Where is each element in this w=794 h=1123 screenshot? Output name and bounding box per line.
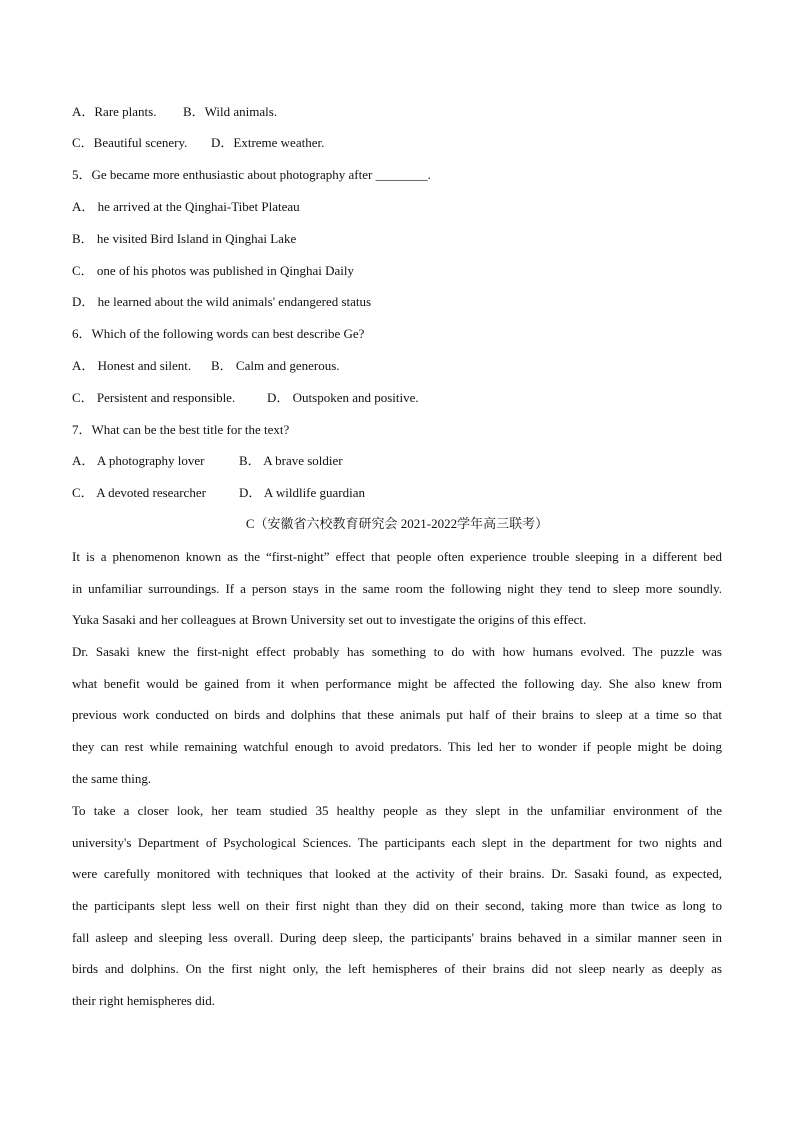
q7-stem: 7．What can be the best title for the text? <box>72 422 290 437</box>
q5-option-b: B． he visited Bird Island in Qinghai Lake <box>72 231 297 246</box>
passage-line: Dr. Sasaki knew the first-night effect probably has something to do with how humans evolved. The puzzle was <box>72 644 722 659</box>
passage-line: Yuka Sasaki and her colleagues at Brown University set out to investigate the origins of this effect. <box>72 612 587 628</box>
q7-option-b: B． A brave soldier <box>239 453 343 468</box>
q5-option-d: D． he learned about the wild animals' endangered status <box>72 294 372 309</box>
q7-option-row-2 <box>72 485 365 501</box>
q6-option-d: D． Outspoken and positive. <box>267 390 419 405</box>
passage-line: To take a closer look, her team studied 35 healthy people as they slept in the unfamiliar environment of the <box>72 803 722 818</box>
passage-line: what benefit would be gained from it when performance might be affected the following day. She also knew from <box>72 675 722 691</box>
q5-option-c: C． one of his photos was published in Qinghai Daily <box>72 263 355 278</box>
passage-line: fall asleep and sleeping less overall. During deep sleep, the participants' brains behaved in a similar manner seen in <box>72 929 722 945</box>
q5-stem: 5．Ge became more enthusiastic about photography after ________. <box>72 167 431 182</box>
passage-line: in unfamiliar surroundings. If a person stays in the same room the following night they tend to sleep more soundly. <box>72 580 722 596</box>
q6-stem: 6．Which of the following words can best describe Ge? <box>72 326 365 341</box>
q4-option-row-2 <box>72 135 324 151</box>
passage-line: previous work conducted on birds and dolphins that these animals put half of their brains to sleep at a time so that <box>72 707 722 723</box>
passage-paragraph-3 <box>72 803 722 1025</box>
q4-option-a: A．Rare plants. <box>72 104 157 119</box>
q4-option-row-1 <box>72 104 277 120</box>
q6-option-b: B． Calm and generous. <box>211 358 340 373</box>
q7-option-c: C． A devoted researcher <box>72 485 206 500</box>
passage-line: It is a phenomenon known as the “first-night” effect that people often experience trouble sleeping in a different bed <box>72 549 722 564</box>
passage-line: birds and dolphins. On the first night only, the left hemispheres of their brains did not sleep nearly as deeply as <box>72 961 722 977</box>
passage-line: their right hemispheres did. <box>72 993 215 1009</box>
q4-option-b: B．Wild animals. <box>183 104 278 119</box>
passage-line: the participants slept less well on their first night than they did on their second, taking more than twice as long to <box>72 898 722 914</box>
q6-option-row-2 <box>72 390 419 406</box>
passage-line: the same thing. <box>72 770 152 786</box>
q6-option-c: C． Persistent and responsible. <box>72 390 236 405</box>
q7-option-row-1 <box>72 453 343 469</box>
q7-option-a: A． A photography lover <box>72 453 205 468</box>
passage-paragraph-1 <box>72 549 722 644</box>
q6-option-a: A． Honest and silent. <box>72 358 192 373</box>
passage-line: university's Department of Psychological Sciences. The participants each slept in the department for two nights and <box>72 834 722 850</box>
passage-line: were carefully monitored with techniques that looked at the activity of their brains. Dr. Sasaki found, as expected, <box>72 866 722 882</box>
q4-option-d: D．Extreme weather. <box>211 135 325 150</box>
q6-option-row-1 <box>72 358 340 374</box>
section-heading: C（安徽省六校教育研究会 2021-2022学年高三联考） <box>245 516 549 531</box>
passage-paragraph-2 <box>72 644 722 802</box>
q7-option-d: D． A wildlife guardian <box>239 485 366 500</box>
q4-option-c: C．Beautiful scenery. <box>72 135 188 150</box>
q5-option-a: A． he arrived at the Qinghai-Tibet Plateau <box>72 199 300 214</box>
passage-line: they can rest while remaining watchful enough to avoid predators. This led her to wonder if people might be doing <box>72 739 722 755</box>
